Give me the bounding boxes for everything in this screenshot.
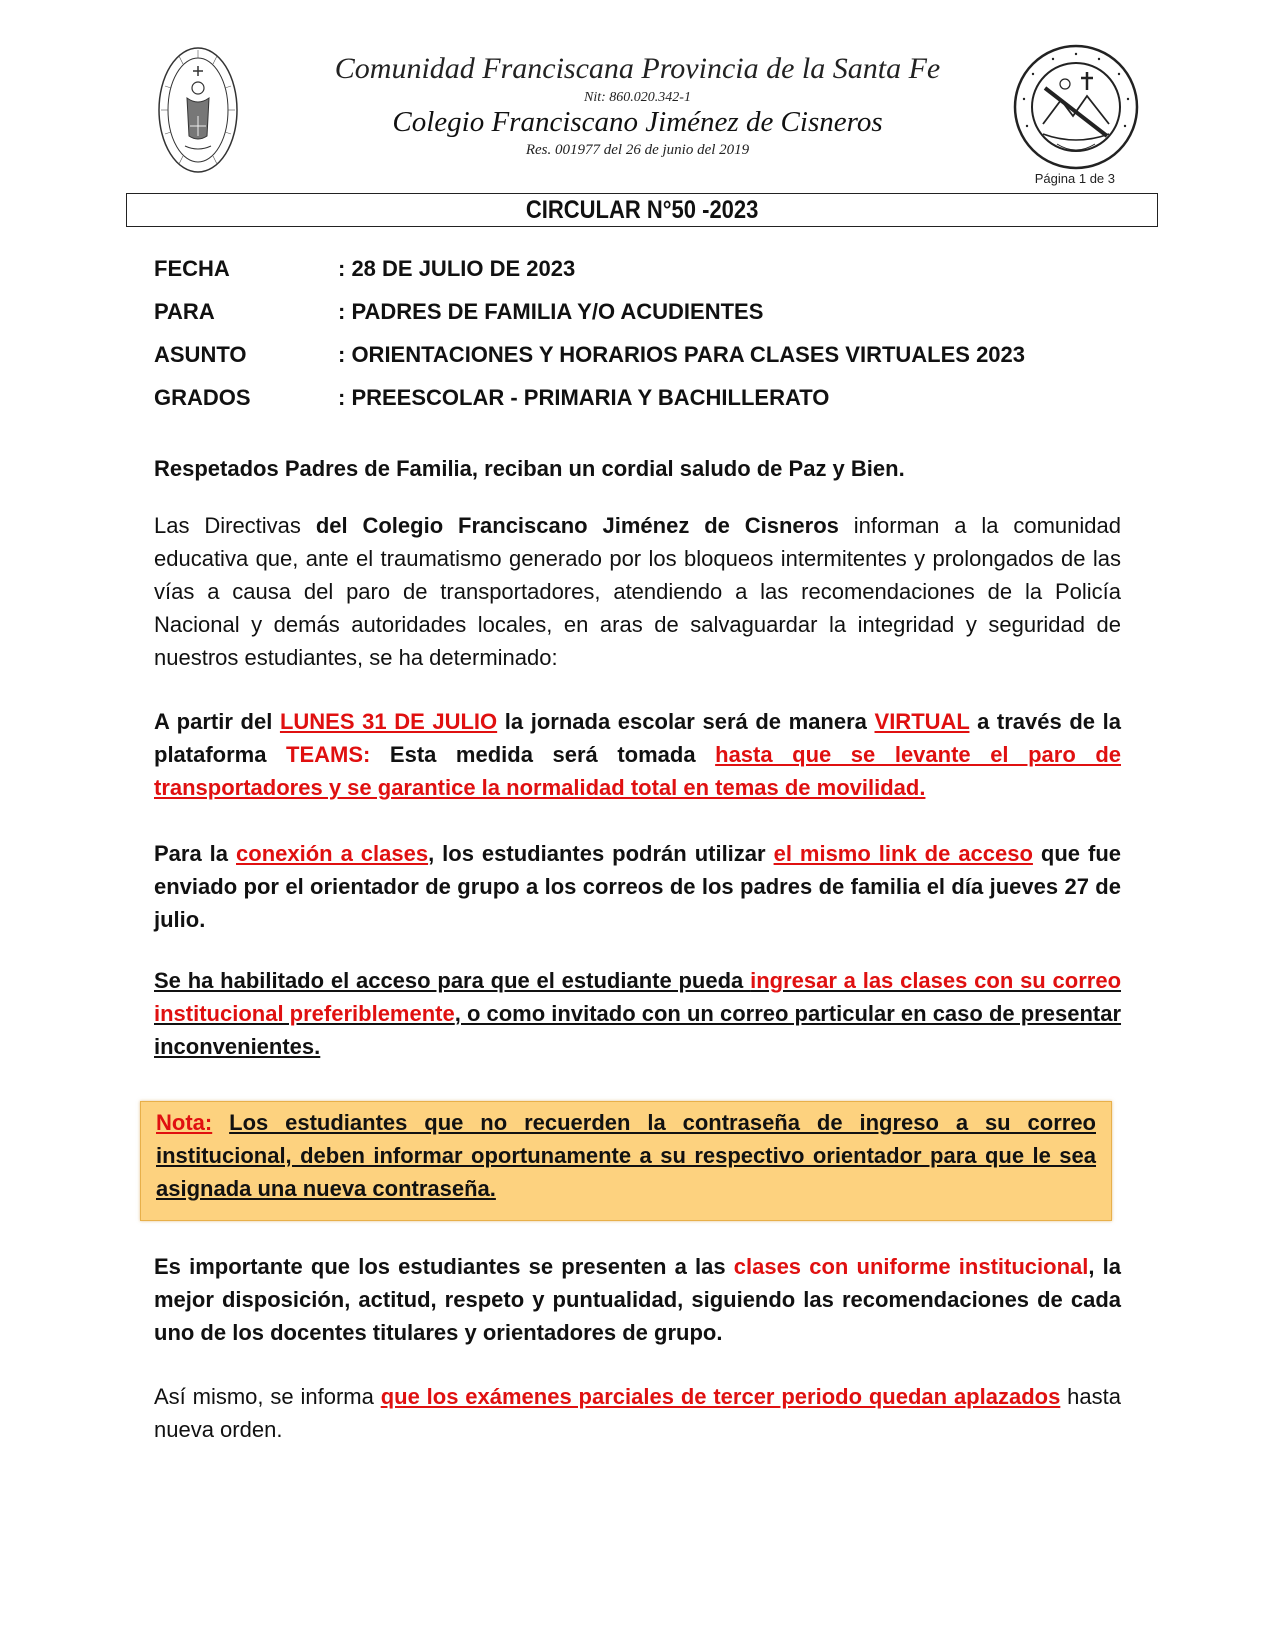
meta-value-para: : PADRES DE FAMILIA Y/O ACUDIENTES [338, 299, 764, 324]
circular-title: CIRCULAR N°50 -2023 [525, 196, 759, 224]
p1-text-c: informan a la comunidad educativa que, ante el traumatismo generado por los bloqueos intermitentes y prolongados de las vías a causa del paro de transportadores, atendiendo a las recomendaciones de la Policía Nacional y demás autoridades locales, en aras de salvaguardar la integridad y seguridad de nuestros estudiantes, se ha determinado: [154, 513, 1121, 670]
note-content [156, 1106, 1096, 1205]
p5-uniform: clases con uniforme institucional [733, 1254, 1089, 1279]
p4-institutional-email: ingresar a las clases con su correo institucional preferiblemente [154, 968, 1122, 1026]
organization-name: Comunidad Franciscana Provincia de la Santa Fe [334, 52, 941, 85]
note-text: Los estudiantes que no recuerden la contraseña de ingreso a su correo institucional, deben informar oportunamente a su respectivo orientador para que le sea asignada una nueva contraseña. [156, 1110, 1096, 1201]
p2-text-a: A partir del [154, 709, 280, 734]
resolution-text: Res. 001977 del 26 de junio del 2019 [525, 142, 750, 158]
p6-text-a: Así mismo, se informa [154, 1384, 381, 1409]
p5-text-c: , la mejor disposición, actitud, respeto y puntualidad, siguiendo las recomendaciones de cada uno de los docentes titulares y orientadores de grupo. [154, 1254, 1121, 1345]
p2-text-c: la jornada escolar será de manera [497, 709, 875, 734]
p2-text-e: a través de la plataforma [154, 709, 1121, 767]
paragraph-uniform [154, 1250, 1121, 1349]
meta-label-asunto: ASUNTO [154, 342, 247, 367]
meta-label-grados: GRADOS [154, 385, 251, 410]
paragraph-exams [154, 1380, 1121, 1446]
school-name: Colegio Franciscano Jiménez de Cisneros [392, 106, 883, 138]
p1-school-name: del Colegio Franciscano Jiménez de Cisneros [315, 513, 839, 538]
p2-text-g: Esta medida será tomada [370, 742, 716, 767]
p6-text-c: hasta nueva orden. [154, 1384, 1122, 1442]
p5-text-a: Es importante que los estudiantes se presenten a las [154, 1254, 734, 1279]
paragraph-virtual [154, 705, 1121, 804]
note-label: Nota: [156, 1110, 213, 1135]
p2-measure-duration: hasta que se levante el paro de transportadores y se garantice la normalidad total en temas de movilidad. [154, 742, 1121, 800]
p3-text-e: que fue enviado por el orientador de grupo a los correos de los padres de familia el día jueves 27 de julio. [154, 841, 1122, 932]
p2-virtual: VIRTUAL [874, 709, 970, 734]
p6-exams-postponed: que los exámenes parciales de tercer periodo quedan aplazados [380, 1384, 1061, 1409]
p1-text-a: Las Directivas [154, 513, 316, 538]
paragraph-connection [154, 837, 1121, 936]
p3-connection: conexión a clases [236, 841, 429, 866]
meta-value-fecha: : 28 DE JULIO DE 2023 [338, 256, 576, 281]
meta-value-asunto: : ORIENTACIONES Y HORARIOS PARA CLASES VIRTUALES 2023 [338, 342, 1026, 367]
p3-text-c: , los estudiantes podrán utilizar [428, 841, 774, 866]
p3-text-a: Para la [154, 841, 237, 866]
greeting: Respetados Padres de Familia, reciban un cordial saludo de Paz y Bien. [154, 456, 905, 481]
paragraph-intro [154, 509, 1121, 674]
p2-teams: TEAMS: [286, 742, 371, 767]
p4-text-a: Se ha habilitado el acceso para que el estudiante pueda [154, 968, 751, 993]
nit-number: Nit: 860.020.342-1 [584, 90, 691, 105]
paragraph-access [154, 964, 1121, 1063]
circular-title-box [126, 193, 1158, 227]
page-number: Página 1 de 3 [1034, 171, 1115, 186]
meta-value-grados: : PREESCOLAR - PRIMARIA Y BACHILLERATO [338, 385, 830, 410]
p2-date: LUNES 31 DE JULIO [279, 709, 498, 734]
meta-label-para: PARA [154, 299, 215, 324]
meta-label-fecha: FECHA [154, 256, 230, 281]
p4-text-c: , o como invitado con un correo particular en caso de presentar inconvenientes. [154, 1001, 1122, 1059]
p3-same-link: el mismo link de acceso [773, 841, 1033, 866]
